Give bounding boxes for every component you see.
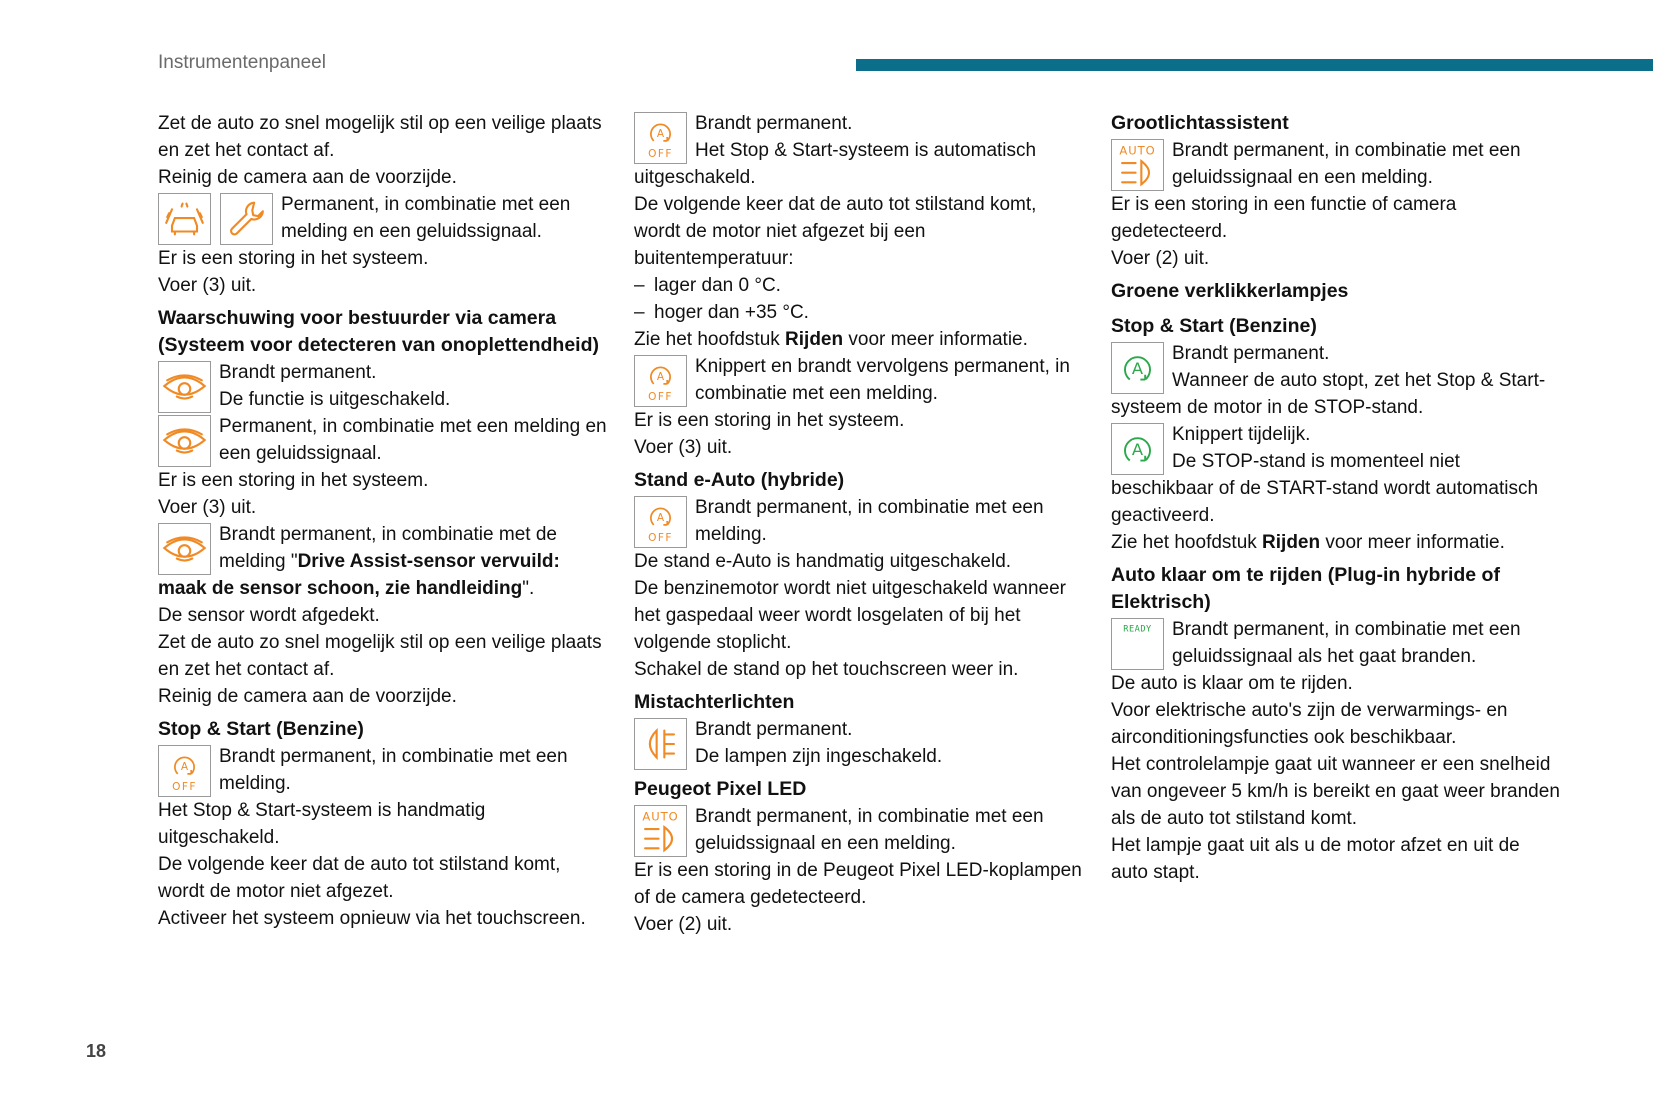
- paragraph: [634, 326, 1084, 353]
- indicator-row: [1111, 137, 1561, 191]
- paragraph: Brandt permanent, in combinatie met een geluidssignaal en een melding.: [695, 806, 1044, 854]
- indicator-row: [158, 743, 608, 797]
- auto-headlight-icon: [1111, 139, 1164, 191]
- paragraph: Het controlelampje gaat uit wanneer er een snelheid van ongeveer 5 km/h is bereikt en gaat weer branden als de auto tot stilstand komt.: [1111, 754, 1560, 829]
- svg-text:OFF: OFF: [648, 532, 673, 545]
- heading-driver-warning: Waarschuwing voor bestuurder via camera (Systeem voor detecteren van onoplettendheid): [158, 307, 600, 356]
- svg-text:AUTO: AUTO: [1119, 143, 1156, 158]
- paragraph: Het lampje gaat uit als u de motor afzet en uit de auto stapt.: [1111, 835, 1520, 883]
- paragraph: De functie is uitgeschakeld.: [219, 389, 451, 410]
- heading-pixel-led: Peugeot Pixel LED: [634, 778, 807, 800]
- text: Zie het hoofdstuk: [1111, 532, 1263, 553]
- paragraph: Permanent, in combinatie met een melding en een geluidssignaal.: [219, 416, 607, 464]
- svg-text:A: A: [1131, 358, 1144, 378]
- paragraph: Brandt permanent.: [695, 719, 853, 740]
- paragraph: Brandt permanent.: [219, 362, 377, 383]
- paragraph: Er is een storing in een functie of camera gedetecteerd.: [1111, 194, 1457, 242]
- text: lager dan 0 °C.: [654, 275, 781, 296]
- paragraph: De volgende keer dat de auto tot stilstand komt, wordt de motor niet afgezet bij een buitentemperatuur:: [634, 194, 1037, 269]
- indicator-row: [158, 413, 608, 467]
- auto-headlight-icon: [634, 805, 687, 857]
- list-item: – hoger dan +35 °C.: [634, 302, 809, 323]
- indicator-row: [158, 191, 608, 245]
- paragraph: De benzinemotor wordt niet uitgeschakeld wanneer het gaspedaal weer wordt losgelaten of bij het volgende stoplicht.: [634, 578, 1066, 653]
- text: ".: [522, 578, 535, 599]
- heading-mist: Mistachterlichten: [634, 691, 795, 713]
- column-1: [158, 110, 608, 932]
- text: Brandt permanent, in combinatie met de melding ": [219, 524, 557, 572]
- paragraph: Voor elektrische auto's zijn de verwarmings- en airconditioningsfuncties ook beschikbaar.: [1111, 700, 1508, 748]
- paragraph: De stand e-Auto is handmatig uitgeschakeld.: [634, 551, 1012, 572]
- paragraph: Knippert en brandt vervolgens permanent, in combinatie met een melding.: [695, 356, 1070, 404]
- paragraph: De volgende keer dat de auto tot stilstand komt, wordt de motor niet afgezet.: [158, 854, 561, 902]
- paragraph: De sensor wordt afgedekt.: [158, 605, 380, 626]
- text-bold: Rijden: [1262, 532, 1321, 553]
- rear-fog-light-icon: [634, 718, 687, 770]
- paragraph: Voer (3) uit.: [158, 275, 257, 296]
- indicator-row: [634, 803, 1084, 857]
- svg-text:A: A: [656, 371, 665, 384]
- svg-text:AUTO: AUTO: [642, 809, 679, 824]
- stop-start-off-icon: [634, 112, 687, 164]
- paragraph: De STOP-stand is momenteel niet beschikbaar of de START-stand wordt automatisch geactiveerd.: [1111, 451, 1539, 526]
- svg-text:A: A: [656, 128, 665, 141]
- paragraph: De auto is klaar om te rijden.: [1111, 673, 1353, 694]
- indicator-row: [634, 353, 1084, 407]
- paragraph: Permanent, in combinatie met een melding en een geluidssignaal.: [281, 194, 571, 242]
- svg-text:A: A: [1131, 439, 1144, 459]
- heading-e-auto: Stand e-Auto (hybride): [634, 469, 845, 491]
- column-3: [1111, 110, 1561, 886]
- paragraph: Brandt permanent.: [1172, 343, 1330, 364]
- indicator-row: [634, 110, 1084, 191]
- paragraph: Voer (2) uit.: [1111, 248, 1210, 269]
- heading-green-lamps: Groene verklikkerlampjes: [1111, 280, 1349, 302]
- paragraph: Brandt permanent, in combinatie met een melding.: [695, 497, 1044, 545]
- page-number: 18: [86, 1041, 107, 1061]
- list-item: – lager dan 0 °C.: [634, 275, 781, 296]
- heading-stop-start-green: Stop & Start (Benzine): [1111, 315, 1317, 337]
- paragraph: Brandt permanent, in combinatie met een geluidssignaal en een melding.: [1172, 140, 1521, 188]
- paragraph: Reinig de camera aan de voorzijde.: [158, 167, 457, 188]
- paragraph: Zet de auto zo snel mogelijk stil op een veilige plaats en zet het contact af.: [158, 113, 602, 161]
- stop-start-active-icon: [1111, 342, 1164, 394]
- wrench-icon: [220, 193, 273, 245]
- driver-eye-icon: [158, 415, 211, 467]
- paragraph: Voer (3) uit.: [158, 497, 257, 518]
- stop-start-off-icon: [634, 355, 687, 407]
- svg-text:OFF: OFF: [172, 781, 197, 794]
- svg-text:A: A: [656, 512, 665, 525]
- indicator-row: [158, 521, 608, 602]
- paragraph: [1111, 529, 1561, 556]
- paragraph: [158, 521, 608, 602]
- section-title: Instrumentenpaneel: [158, 52, 326, 73]
- paragraph: Wanneer de auto stopt, zet het Stop & Start-systeem de motor in de STOP-stand.: [1111, 370, 1546, 418]
- ready-icon: [1111, 618, 1164, 670]
- text-bold: Drive Assist-sensor vervuild: maak de sensor schoon, zie handleiding: [158, 551, 560, 599]
- header-accent-bar: [856, 59, 1653, 71]
- paragraph: Er is een storing in de Peugeot Pixel LED-koplampen of de camera gedetecteerd.: [634, 860, 1082, 908]
- text-bold: Rijden: [785, 329, 844, 350]
- stop-start-off-icon: [158, 745, 211, 797]
- paragraph: Er is een storing in het systeem.: [158, 470, 429, 491]
- paragraph: Er is een storing in het systeem.: [634, 410, 905, 431]
- text: voor meer informatie.: [843, 329, 1028, 350]
- indicator-row: [634, 716, 1084, 770]
- heading-stop-start: Stop & Start (Benzine): [158, 718, 364, 740]
- svg-text:A: A: [180, 761, 189, 774]
- indicator-row: [158, 359, 608, 413]
- paragraph: Het Stop & Start-systeem is handmatig uitgeschakeld.: [158, 800, 486, 848]
- paragraph: Knippert tijdelijk.: [1172, 424, 1311, 445]
- paragraph: Brandt permanent.: [695, 113, 853, 134]
- paragraph: Het Stop & Start-systeem is automatisch uitgeschakeld.: [634, 140, 1037, 188]
- paragraph: Activeer het systeem opnieuw via het touchscreen.: [158, 908, 586, 929]
- text: hoger dan +35 °C.: [654, 302, 809, 323]
- paragraph: Er is een storing in het systeem.: [158, 248, 429, 269]
- text: Zie het hoofdstuk: [634, 329, 786, 350]
- stop-start-active-icon: [1111, 423, 1164, 475]
- svg-text:READY: READY: [1123, 624, 1152, 635]
- svg-text:OFF: OFF: [648, 148, 673, 161]
- heading-high-beam-assist: Grootlichtassistent: [1111, 112, 1289, 134]
- driver-eye-icon: [158, 523, 211, 575]
- stop-start-off-icon: [634, 496, 687, 548]
- camera-car-warning-icon: [158, 193, 211, 245]
- paragraph: Voer (3) uit.: [634, 437, 733, 458]
- indicator-row: [1111, 340, 1561, 421]
- paragraph: Schakel de stand op het touchscreen weer in.: [634, 659, 1019, 680]
- indicator-row: [1111, 421, 1561, 529]
- column-2: [634, 110, 1084, 938]
- svg-text:OFF: OFF: [648, 391, 673, 404]
- paragraph: Brandt permanent, in combinatie met een melding.: [219, 746, 568, 794]
- paragraph: Brandt permanent, in combinatie met een geluidssignaal als het gaat branden.: [1172, 619, 1521, 667]
- paragraph: Zet de auto zo snel mogelijk stil op een veilige plaats en zet het contact af.: [158, 632, 602, 680]
- paragraph: Voer (2) uit.: [634, 914, 733, 935]
- heading-ready: Auto klaar om te rijden (Plug-in hybride of Elektrisch): [1111, 564, 1500, 613]
- paragraph: Reinig de camera aan de voorzijde.: [158, 686, 457, 707]
- indicator-row: [634, 494, 1084, 548]
- text: voor meer informatie.: [1320, 532, 1505, 553]
- paragraph: De lampen zijn ingeschakeld.: [695, 746, 943, 767]
- indicator-row: [1111, 616, 1561, 670]
- driver-eye-icon: [158, 361, 211, 413]
